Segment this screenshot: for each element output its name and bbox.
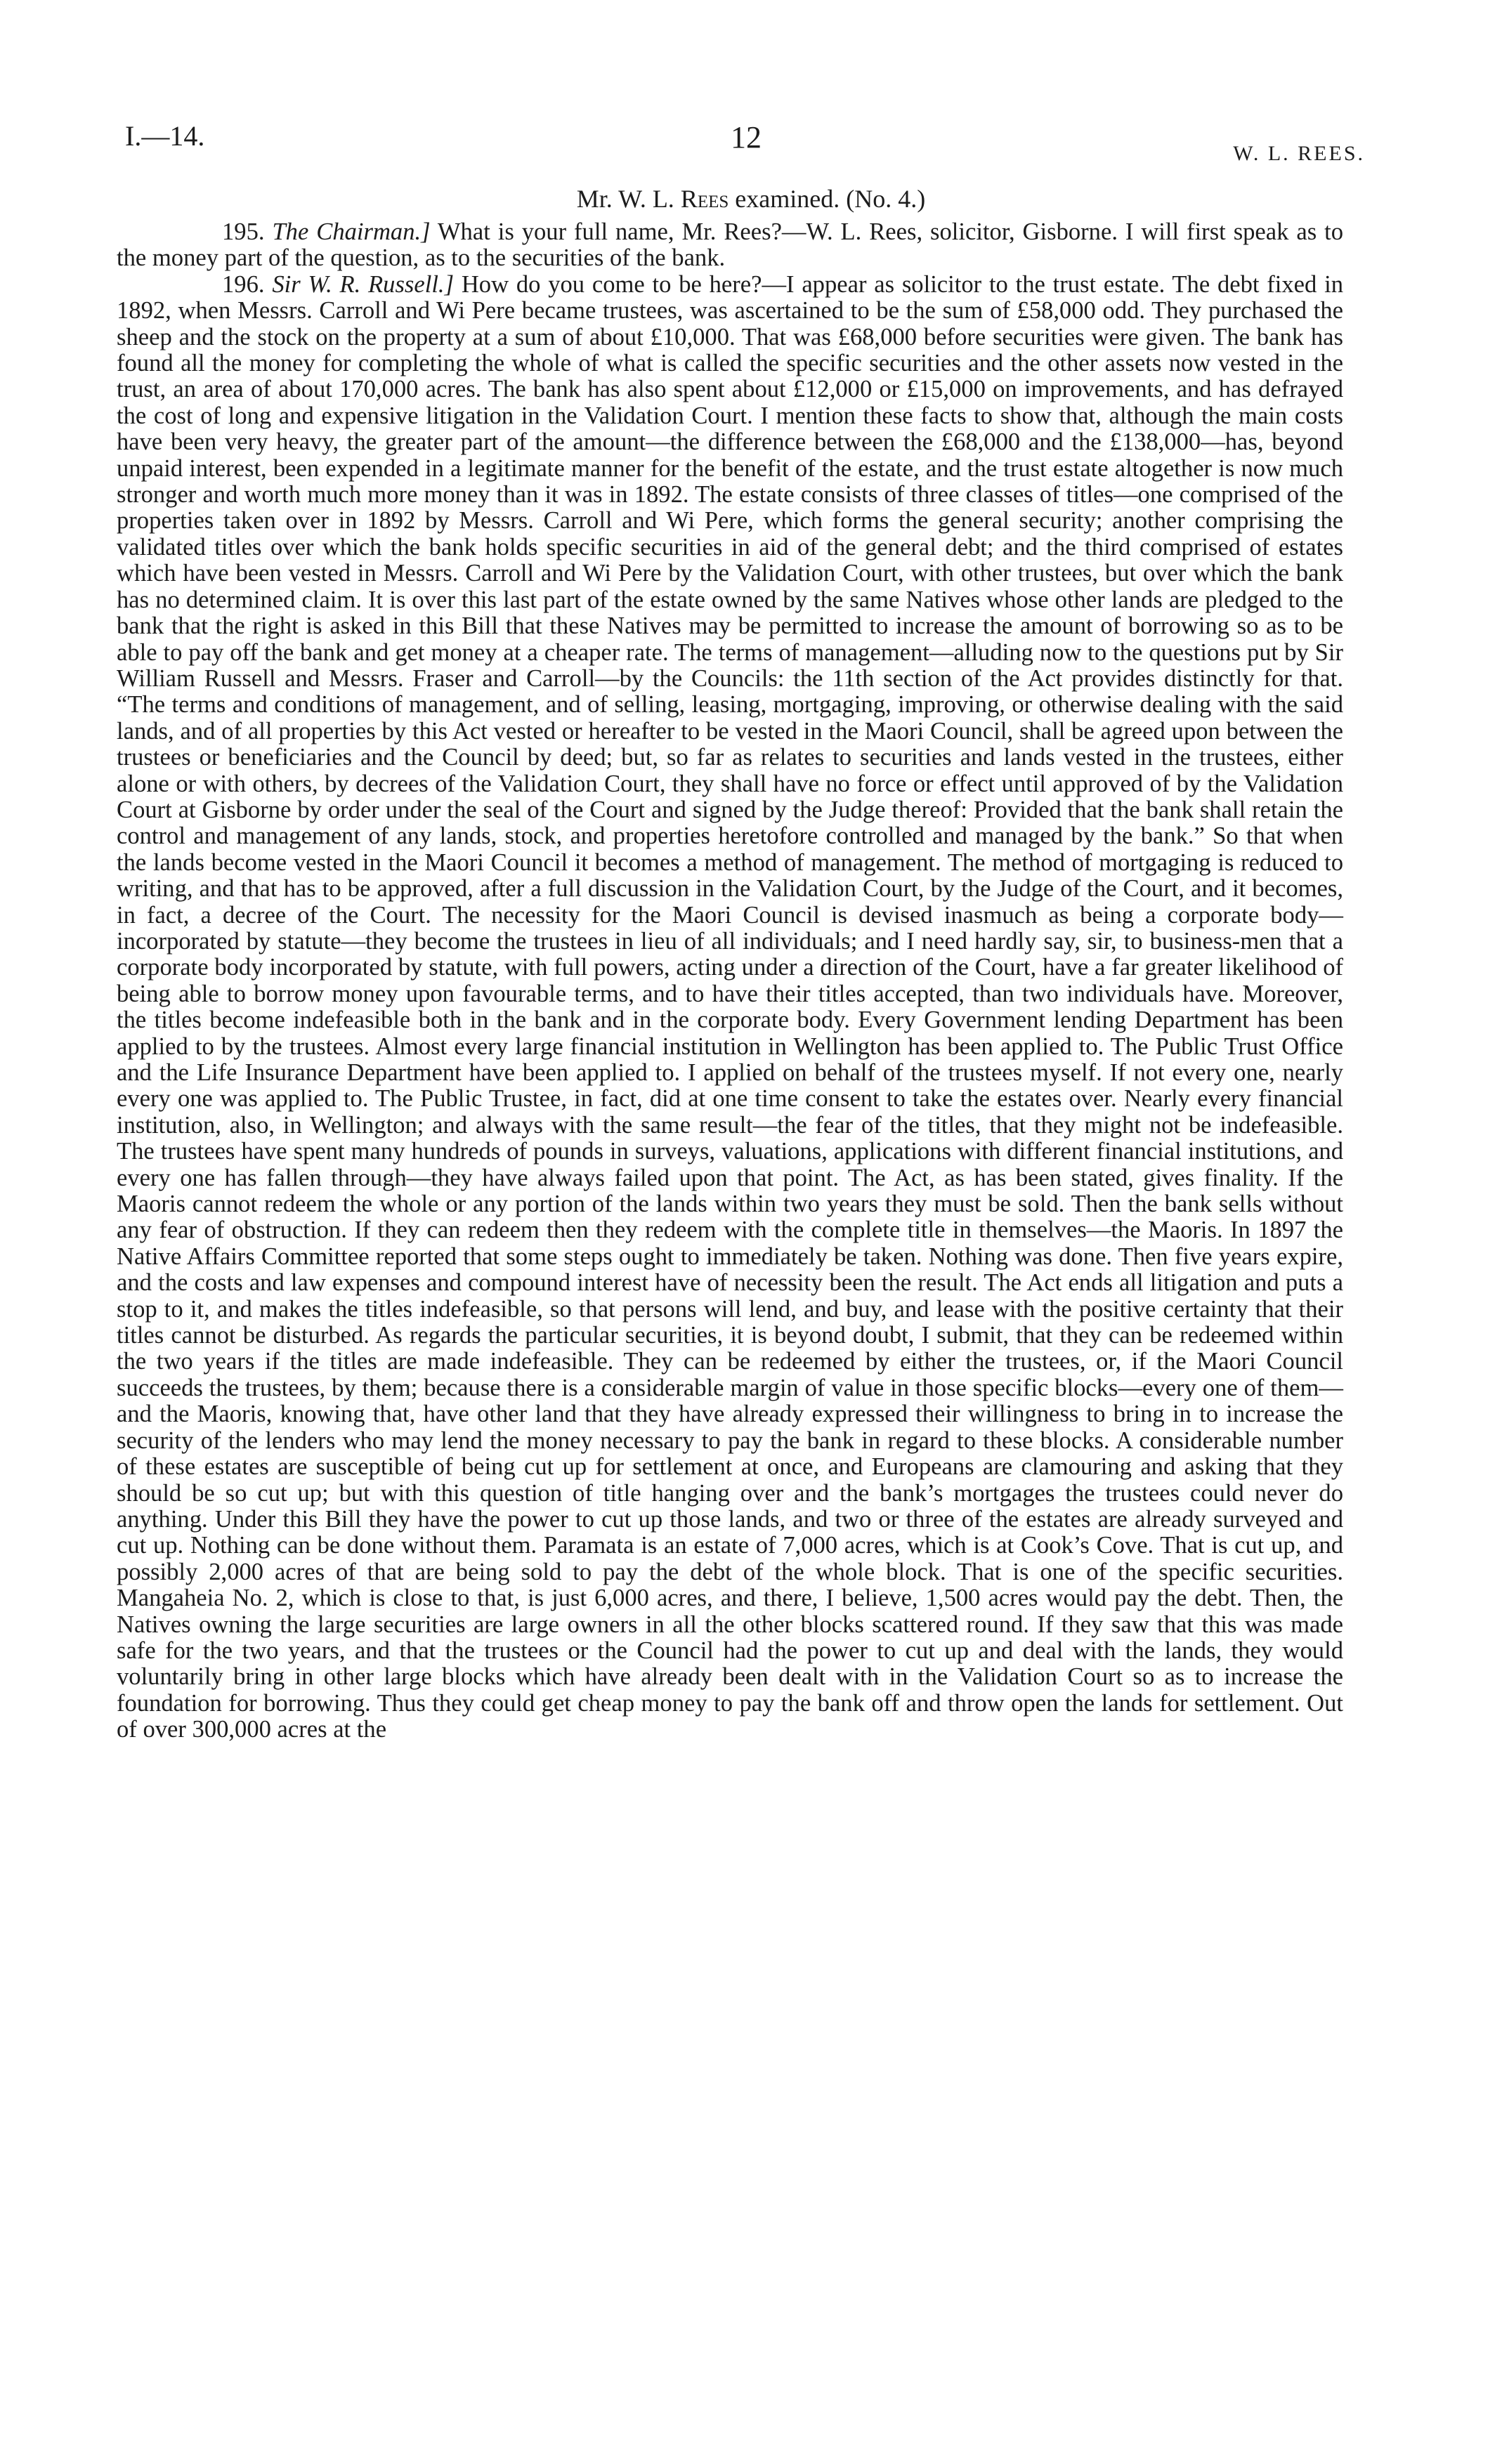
speaker: Sir W. R. Russell.]: [272, 270, 455, 298]
answer-text: What is your full name, Mr. Rees?—W. L. Rees, solicitor, Gisborne. I will first speak as to the money part of the question, as to the securities of the bank.: [117, 218, 1343, 272]
question-196: [117, 272, 1343, 1743]
section-title: [0, 184, 1502, 214]
answer-text: How do you come to be here?—I appear as solicitor to the trust estate. The debt fixed in 1892, when Messrs. Carroll and Wi Pere became trustees, was ascertained to be the sum of £58,000 odd. They purchased the sheep and the stock on the property at a sum of about £10,000. That was £68,000 before securities were given. The bank has found all the money for completing the whole of what is called the specific securities and the other assets now vested in the trust, an area of about 170,000 acres. The bank has also spent about £12,000 or £15,000 on improvements, and has defrayed the cost of long and expensive litigation in the Validation Court. I mention these facts to show that, although the main costs have been very heavy, the greater part of the amount—the difference between the £68,000 and the £138,000—has, beyond unpaid interest, been expended in a legitimate manner for the benefit of the estate, and the trust estate altogether is now much stronger and worth much more money than it was in 1892. The estate consists of three classes of titles—one comprised of the properties taken over in 1892 by Messrs. Carroll and Wi Pere, which forms the general security; another comprising the validated titles over which the bank holds specific securities in aid of the general debt; and the third comprised of estates which have been vested in Messrs. Carroll and Wi Pere by the Validation Court, with other trustees, but over which the bank has no determined claim. It is over this last part of the estate owned by the same Natives whose other lands are pledged to the bank that the right is asked in this Bill that these Natives may be permitted to increase the amount of borrowing so as to be able to pay off the bank and get money at a cheaper rate. The terms of management—alluding now to the questions put by Sir William Russell and Messrs. Fraser and Carroll—by the Councils: the 11th section of the Act provides distinctly for that. “The terms and conditions of management, and of selling, leasing, mortgaging, improving, or otherwise dealing with the said lands, and of all properties by this Act vested or hereafter to be vested in the Maori Council, shall be agreed upon between the trustees or beneficiaries and the Council by deed; but, so far as relates to securities and lands vested in the trustees, either alone or with others, by decrees of the Validation Court, they shall have no force or effect until approved of by the Validation Court at Gisborne by order under the seal of the Court and signed by the Judge thereof: Provided that the bank shall retain the control and management of any lands, stock, and properties heretofore controlled and managed by the bank.” So that when the lands become vested in the Maori Council it becomes a method of management. The method of mortgaging is reduced to writing, and that has to be approved, after a full discussion in the Validation Court, by the Judge of the Court, and it becomes, in fact, a decree of the Court. The necessity for the Maori Council is devised inasmuch as being a corporate body—incorporated by statute—they become the trustees in lieu of all individuals; and I need hardly say, sir, to business-men that a corporate body incorporated by statute, with full powers, acting under a direction of the Court, have a far greater likelihood of being able to borrow money upon favourable terms, and to have their titles accepted, than two individuals have. Moreover, the titles become indefeasible both in the bank and in the corporate body. Every Government lending Department has been applied to by the trustees. Almost every large financial institution in Wellington has been applied to. The Public Trust Office and the Life Insurance Department have been applied to. I applied on behalf of the trustees myself. If not every one, nearly every one was applied to. The Public Trustee, in fact, did at one time consent to take the estates over. Nearly every financial institution, also, in Wellington; and always with the same result—the fear of the titles, that they might not be indefeasible. The trustees have spent many hundreds of pounds in surveys, valuations, applications with different financial institutions, and every one has fallen through—they have always failed upon that point. The Act, as has been stated, gives finality. If the Maoris cannot redeem the whole or any portion of the lands within two years they must be sold. Then the bank sells without any fear of obstruction. If they can redeem then they redeem with the complete title in themselves—the Maoris. In 1897 the Native Affairs Committee reported that some steps ought to immediately be taken. Nothing was done. Then five years expire, and the costs and law expenses and compound interest have of necessity been the result. The Act ends all litigation and puts a stop to it, and makes the titles indefeasible, so that persons will lend, and buy, and lease with the positive certainty that their titles cannot be disturbed. As regards the particular securities, it is beyond doubt, I submit, that they can be redeemed within the two years if the titles are made indefeasible. They can be redeemed by either the trustees, or, if the Maori Council succeeds the trustees, by them; because there is a considerable margin of value in those specific blocks—every one of them—and the Maoris, knowing that, have other land that they have already expressed their willingness to bring in to increase the security of the lenders who may lend the money necessary to pay the bank in regard to these blocks. A considerable number of these estates are susceptible of being cut up for settlement at once, and Europeans are clamouring and asking that they should be so cut up; but with this question of title hanging over and the bank’s mortgages the trustees could never do anything. Under this Bill they have the power to cut up those lands, and two or three of the estates are already surveyed and cut up. Nothing can be done without them. Paramata is an estate of 7,000 acres, which is at Cook’s Cove. That is cut up, and possibly 2,000 acres of that are being sold to pay the debt of the whole block. That is one of the specific securities. Mangaheia No. 2, which is close to that, is just 6,000 acres, and there, I believe, 1,500 acres would pay the debt. Then, the Natives owning the large securities are large owners in all the other blocks scattered round. If they saw that this was made safe for the two years, and that the trustees or the Council had the power to cut up and deal with the lands, they would voluntarily bring in other large blocks which have already been dealt with in the Validation Court so as to increase the foundation for borrowing. Thus they could get cheap money to pay the bank off and throw open the lands for settlement. Out of over 300,000 acres at the: [117, 270, 1343, 1743]
report-code: I.—14.: [125, 120, 205, 152]
title-surname: Rees: [680, 185, 729, 213]
title-prefix: Mr. W. L.: [576, 185, 681, 213]
running-head: W. L. REES.: [1233, 142, 1365, 165]
page-number: 12: [731, 120, 762, 155]
evidence-body: [117, 219, 1343, 1743]
question-number: 195.: [222, 218, 265, 245]
question-195: [117, 219, 1343, 272]
speaker: The Chairman.]: [272, 218, 431, 245]
question-number: 196.: [222, 270, 265, 298]
title-suffix: examined. (No. 4.): [729, 185, 926, 213]
